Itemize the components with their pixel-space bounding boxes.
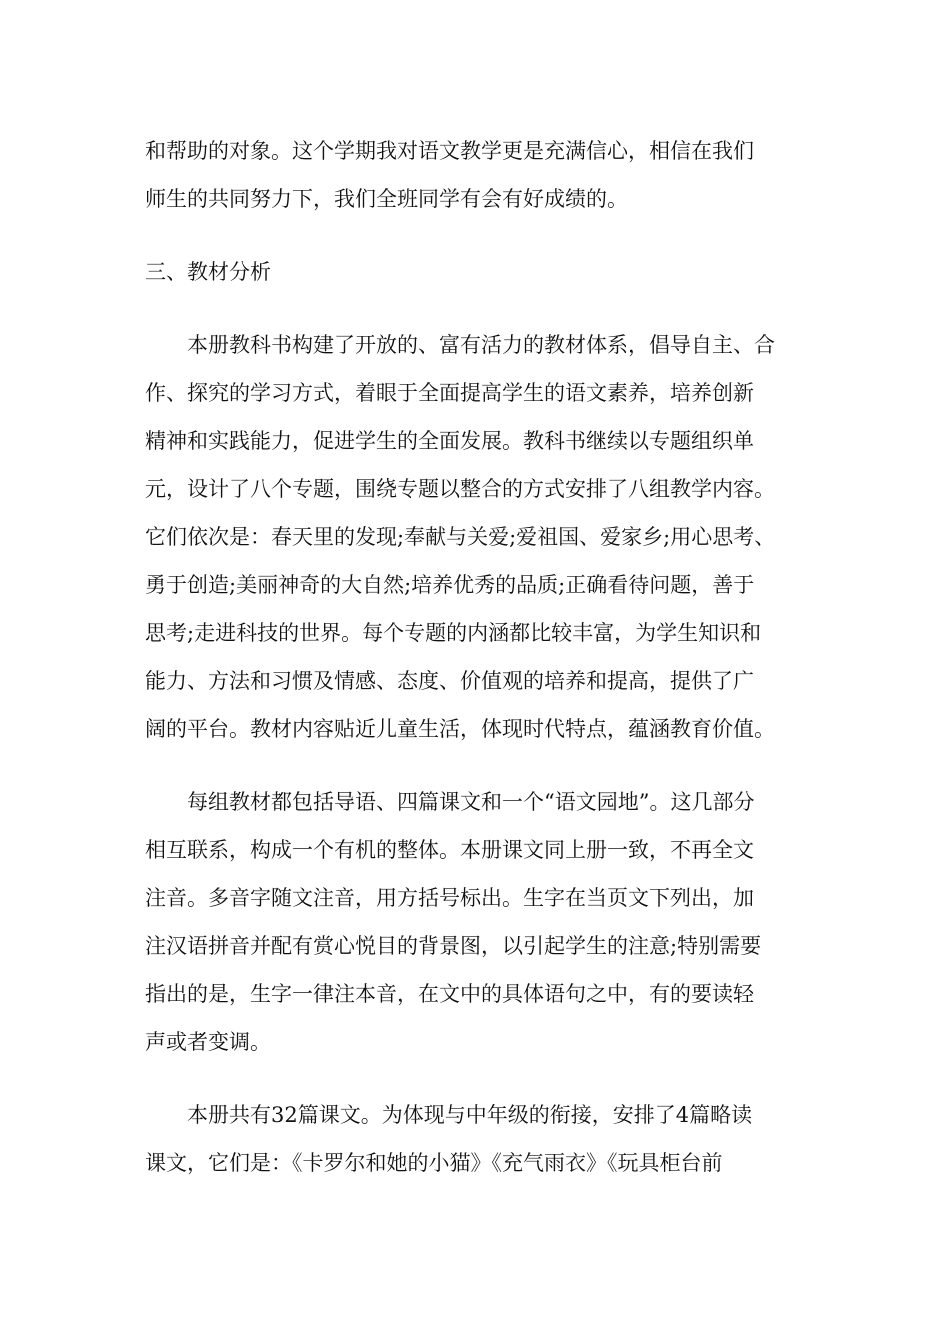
text-line: 课文，它们是：《卡罗尔和她的小猫》《充气雨衣》《玩具柜台前: [145, 1151, 723, 1175]
text-line: 作、探究的学习方式，着眼于全面提高学生的语文素养，培养创新: [145, 381, 754, 405]
text-line: 元，设计了八个专题，围绕专题以整合的方式安排了八组教学内容。: [145, 477, 775, 501]
paragraph-unit-structure: [145, 778, 825, 1066]
text-line: 声或者变调。: [145, 1030, 271, 1054]
text-line: 指出的是，生字一律注本音，在文中的具体语句之中，有的要读轻: [145, 982, 754, 1006]
text-line: 阔的平台。教材内容贴近儿童生活，体现时代特点，蕴涵教育价值。: [145, 717, 775, 741]
text-line: 它们依次是：春天里的发现;奉献与关爱;爱祖国、爱家乡;用心思考、: [145, 525, 776, 549]
paragraph-lesson-count: [145, 1091, 825, 1187]
document-page: [145, 127, 825, 1187]
text-line: 精神和实践能力，促进学生的全面发展。教科书继续以专题组织单: [145, 429, 754, 453]
paragraph-textbook-system: [145, 321, 825, 753]
heading-line: 三、教材分析: [145, 260, 271, 284]
text-line: 勇于创造;美丽神奇的大自然;培养优秀的品质;正确看待问题，善于: [145, 573, 755, 597]
text-line: 注汉语拼音并配有赏心悦目的背景图，以引起学生的注意;特别需要: [145, 934, 762, 958]
section-heading: [145, 248, 825, 296]
text-line: 本册教科书构建了开放的、富有活力的教材体系，倡导自主、合: [145, 333, 775, 357]
text-line: 本册共有32篇课文。为体现与中年级的衔接，安排了4篇略读: [145, 1103, 753, 1127]
text-line: 师生的共同努力下，我们全班同学有会有好成绩的。: [145, 187, 628, 211]
text-line: 和帮助的对象。这个学期我对语文教学更是充满信心，相信在我们: [145, 139, 754, 163]
text-line: 每组教材都包括导语、四篇课文和一个“语文园地”。这几部分: [145, 790, 755, 814]
text-line: 相互联系，构成一个有机的整体。本册课文同上册一致，不再全文: [145, 838, 754, 862]
paragraph-continuation: [145, 127, 825, 223]
text-line: 注音。多音字随文注音，用方括号标出。生字在当页文下列出，加: [145, 886, 754, 910]
text-line: 能力、方法和习惯及情感、态度、价值观的培养和提高，提供了广: [145, 669, 754, 693]
text-line: 思考;走进科技的世界。每个专题的内涵都比较丰富，为学生知识和: [145, 621, 762, 645]
